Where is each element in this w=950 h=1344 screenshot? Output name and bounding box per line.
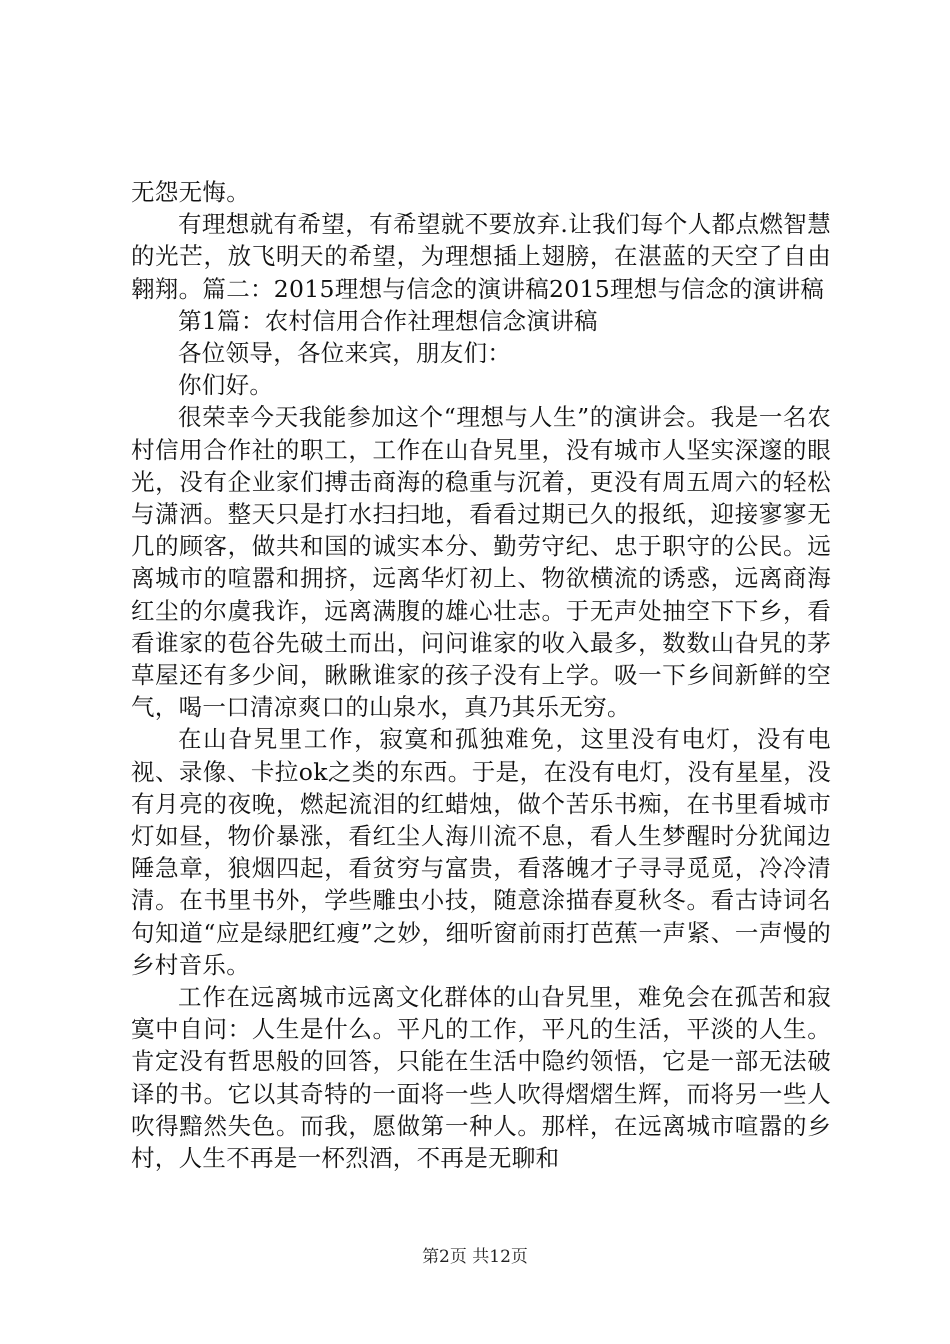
- document-body: [131, 176, 831, 1174]
- greeting: 你们好。: [178, 371, 274, 400]
- paragraph-2: 有理想就有希望，有希望就不要放弃.让我们每个人都点燃智慧的光芒，放飞明天的希望，为理想插上翅膀，在湛蓝的天空了自由翱翔。篇二：2015理想与信念的演讲稿2015理想与信念的演讲稿: [131, 210, 831, 303]
- paragraph-7: 在山旮旯里工作，寂寞和孤独难免，这里没有电灯，没有电视、录像、卡拉ok之类的东西。于是，在没有电灯，没有星星，没有月亮的夜晚，燃起流泪的红蜡烛，做个苦乐书痴，在书里看城市灯如昼，物价暴涨，看红尘人海川流不息，看人生梦醒时分犹闻边陲急章，狼烟四起，看贫穷与富贵，看落魄才子寻寻觅觅，冷冷清清。在书里书外，学些雕虫小技，随意涂描春夏秋冬。看古诗词名句知道“应是绿肥红瘦”之妙，细听窗前雨打芭蕉一声紧、一声慢的乡村音乐。: [131, 725, 831, 979]
- page-footer: 第2页 共12页: [422, 1247, 528, 1267]
- paragraph-6: 很荣幸今天我能参加这个“理想与人生”的演讲会。我是一名农村信用合作社的职工，工作在山旮旯里，没有城市人坚实深邃的眼光，没有企业家们搏击商海的稳重与沉着，更没有周五周六的轻松与潇洒。整天只是打水扫扫地，看看过期已久的报纸，迎接寥寥无几的顾客，做共和国的诚实本分、勤劳守纪、忠于职守的公民。远离城市的喧嚣和拥挤，远离华灯初上、物欲横流的诱惑，远离商海红尘的尔虞我诈，远离满腹的雄心壮志。于无声处抽空下下乡，看看谁家的苞谷先破土而出，问问谁家的收入最多，数数山旮旯的茅草屋还有多少间，瞅瞅谁家的孩子没有上学。吸一下乡间新鲜的空气，喝一口清凉爽口的山泉水，真乃其乐无穷。: [131, 403, 831, 722]
- section-heading: 第1篇：农村信用合作社理想信念演讲稿: [178, 306, 598, 335]
- salutation: 各位领导，各位来宾，朋友们：: [178, 339, 512, 368]
- paragraph-8: 工作在远离城市远离文化群体的山旮旯里，难免会在孤苦和寂寞中自问：人生是什么。平凡的工作，平凡的生活，平淡的人生。肯定没有哲思般的回答，只能在生活中隐约领悟，它是一部无法破译的书。它以其奇特的一面将一些人吹得熠熠生辉，而将另一些人吹得黯然失色。而我，愿做第一种人。那样，在远离城市喧嚣的乡村，人生不再是一杯烈酒，不再是无聊和: [131, 983, 831, 1173]
- paragraph-1: 无怨无悔。: [131, 178, 250, 206]
